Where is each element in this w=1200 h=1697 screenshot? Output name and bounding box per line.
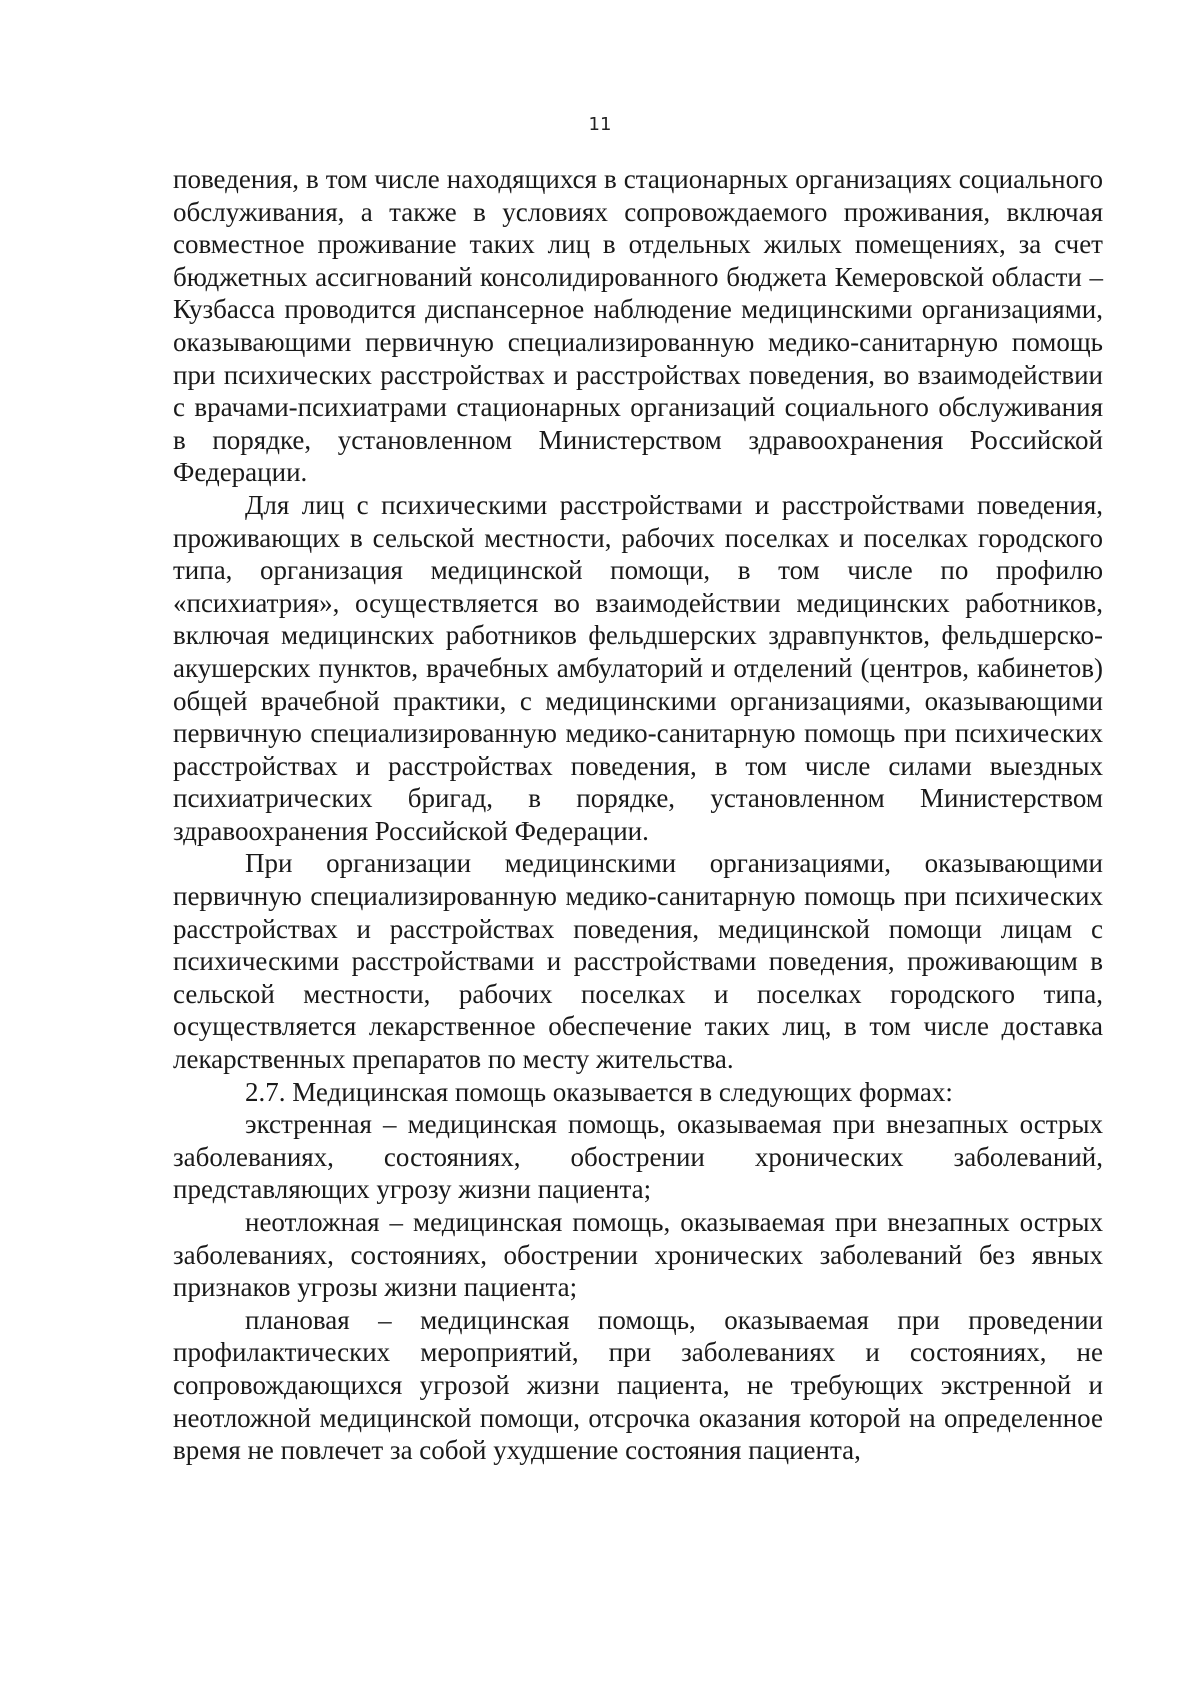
list-item-planned: плановая – медицинская помощь, оказываемая при проведении профилактических мероприятий, при заболеваниях и состояниях, не сопровождающихся угрозой жизни пациента, не требующих экстренной и неотложной медицинской помощи, отсрочка оказания которой на определенное время не повлечет за собой ухудшение состояния пациента, (173, 1304, 1103, 1466)
section-heading-2-7: 2.7. Медицинская помощь оказывается в следующих формах: (245, 1076, 953, 1107)
paragraph-drug-supply: При организации медицинскими организациями, оказывающими первичную специализированную медико-санитарную помощь при психических расстройствах и расстройствах поведения, медицинской помощи лицам с психическими расстройствами и расстройствами поведения, проживающим в сельской местности, рабочих поселках и поселках городского типа, осуществляется лекарственное обеспечение таких лиц, в том числе доставка лекарственных препаратов по месту жительства. (173, 848, 1103, 1075)
paragraph-rural-care: Для лиц с психическими расстройствами и расстройствами поведения, проживающих в сельской местности, рабочих поселках и поселках городского типа, организация медицинской помощи, в том числе по профилю «психиатрия», осуществляется во взаимодействии медицинских работников, включая медицинских работников фельдшерских здравпунктов, фельдшерско-акушерских пунктов, врачебных амбулаторий и отделений (центров, кабинетов) общей врачебной практики, с медицинскими организациями, оказывающими первичную специализированную медико-санитарную помощь при психических расстройствах и расстройствах поведения, в том числе силами выездных психиатрических бригад, в порядке, установленном Министерством здравоохранения Российской Федерации. (173, 489, 1103, 846)
list-item-emergency: экстренная – медицинская помощь, оказываемая при внезапных острых заболеваниях, состояниях, обострении хронических заболеваний, представляющих угрозу жизни пациента; (173, 1109, 1103, 1205)
paragraph-continuation: поведения, в том числе находящихся в стационарных организациях социального обслуживания, а также в условиях сопровождаемого проживания, включая совместное проживание таких лиц в отдельных жилых помещениях, за счет бюджетных ассигнований консолидированного бюджета Кемеровской области – Кузбасса проводится диспансерное наблюдение медицинскими организациями, оказывающими первичную специализированную медико-санитарную помощь при психических расстройствах и расстройствах поведения, во взаимодействии с врачами-психиатрами стационарных организаций социального обслуживания в порядке, установленном Министерством здравоохранения Российской Федерации. (173, 164, 1103, 488)
list-item-urgent: неотложная – медицинская помощь, оказываемая при внезапных острых заболеваниях, состояниях, обострении хронических заболеваний без явных признаков угрозы жизни пациента; (173, 1207, 1103, 1303)
document-body (173, 163, 1103, 1467)
page-number: 11 (588, 114, 612, 135)
